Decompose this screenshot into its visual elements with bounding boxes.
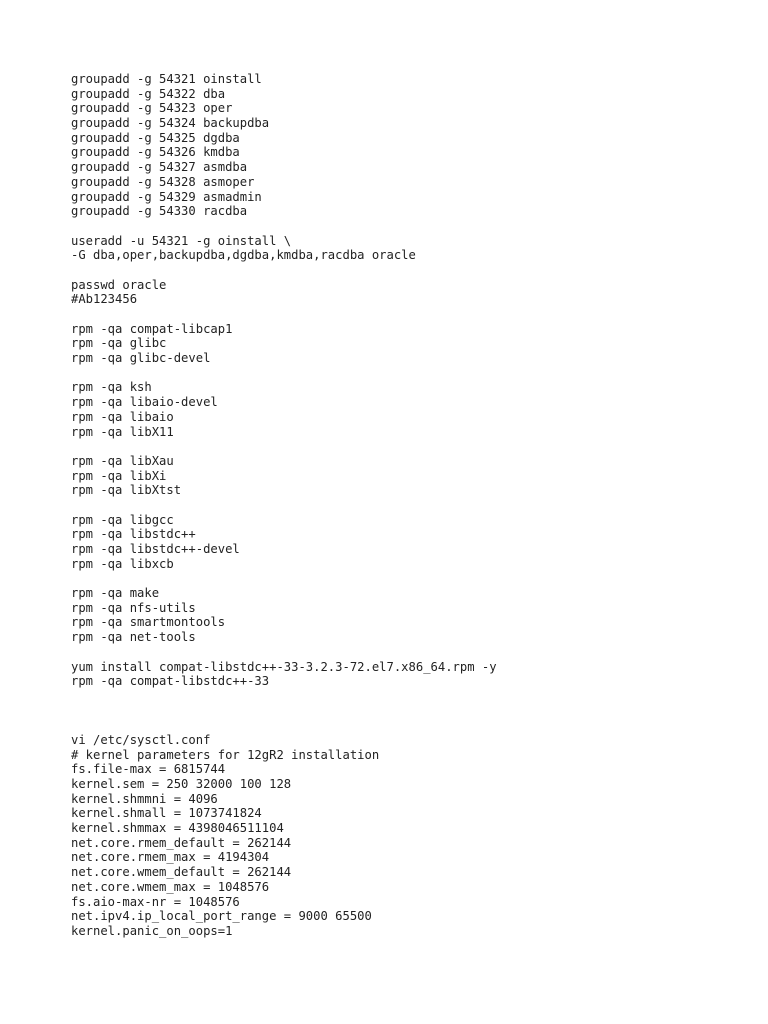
code-line: rpm -qa libaio: [71, 409, 174, 424]
passwd-block: [71, 278, 751, 307]
code-line: kernel.shmmax = 4398046511104: [71, 821, 284, 836]
code-line: #Ab123456: [71, 292, 138, 307]
code-line: groupadd -g 54321 oinstall: [71, 72, 262, 86]
code-line: net.core.rmem_default = 262144: [71, 835, 292, 850]
code-line: groupadd -g 54328 asmoper: [71, 174, 255, 189]
code-line: fs.file-max = 6815744: [71, 762, 226, 777]
code-line: groupadd -g 54324 backupdba: [71, 116, 270, 131]
code-line: rpm -qa make: [71, 586, 160, 601]
code-line: rpm -qa libXi: [71, 468, 167, 483]
code-line: groupadd -g 54326 kmdba: [71, 145, 240, 160]
code-line: -G dba,oper,backupdba,dgdba,kmdba,racdba oracle: [71, 248, 416, 263]
code-line: rpm -qa libstdc++-devel: [71, 542, 240, 556]
code-line: net.ipv4.ip_local_port_range = 9000 65500: [71, 909, 372, 924]
code-line: groupadd -g 54327 asmdba: [71, 160, 248, 175]
code-line: rpm -qa smartmontools: [71, 615, 226, 630]
yum-block: [71, 660, 751, 689]
code-line: groupadd -g 54325 dgdba: [71, 130, 240, 145]
code-line: fs.aio-max-nr = 1048576: [71, 894, 240, 909]
code-line: kernel.panic_on_oops=1: [71, 923, 233, 938]
code-line: rpm -qa libX11: [71, 424, 174, 439]
rpm-block-5: [71, 586, 751, 645]
rpm-block-2: [71, 380, 751, 439]
code-line: rpm -qa compat-libcap1: [71, 321, 233, 336]
code-line: yum install compat-libstdc++-33-3.2.3-72.el7.x86_64.rpm -y: [71, 659, 497, 674]
sysctl-block: [71, 733, 751, 939]
code-line: vi /etc/sysctl.conf: [71, 732, 211, 747]
code-line: net.core.rmem_max = 4194304: [71, 850, 270, 865]
code-line: groupadd -g 54329 asmadmin: [71, 189, 262, 204]
code-line: useradd -u 54321 -g oinstall \: [71, 233, 292, 248]
code-line: rpm -qa libstdc++: [71, 527, 196, 542]
code-line: rpm -qa libaio-devel: [71, 395, 218, 410]
code-line: rpm -qa net-tools: [71, 630, 196, 645]
code-line: # kernel parameters for 12gR2 installation: [71, 747, 380, 762]
code-line: rpm -qa glibc-devel: [71, 351, 211, 366]
rpm-block-1: [71, 322, 751, 366]
rpm-block-4: [71, 513, 751, 572]
code-line: rpm -qa libXtst: [71, 483, 182, 498]
code-line: net.core.wmem_max = 1048576: [71, 879, 270, 894]
code-line: rpm -qa ksh: [71, 380, 152, 395]
code-line: kernel.sem = 250 32000 100 128: [71, 777, 292, 792]
code-line: kernel.shmall = 1073741824: [71, 806, 262, 821]
code-line: rpm -qa libXau: [71, 453, 174, 468]
code-line: passwd oracle: [71, 277, 167, 292]
code-line: rpm -qa nfs-utils: [71, 600, 196, 615]
code-line: rpm -qa compat-libstdc++-33: [71, 674, 270, 689]
groupadd-block: [71, 72, 751, 219]
code-line: groupadd -g 54330 racdba: [71, 204, 248, 219]
code-line: groupadd -g 54323 oper: [71, 101, 233, 116]
useradd-block: [71, 234, 751, 263]
code-line: rpm -qa libxcb: [71, 556, 174, 571]
document-page: [71, 72, 751, 953]
code-line: rpm -qa libgcc: [71, 512, 174, 527]
rpm-block-3: [71, 454, 751, 498]
code-line: kernel.shmmni = 4096: [71, 791, 218, 806]
code-line: net.core.wmem_default = 262144: [71, 865, 292, 880]
code-line: rpm -qa glibc: [71, 336, 167, 351]
code-line: groupadd -g 54322 dba: [71, 86, 226, 101]
